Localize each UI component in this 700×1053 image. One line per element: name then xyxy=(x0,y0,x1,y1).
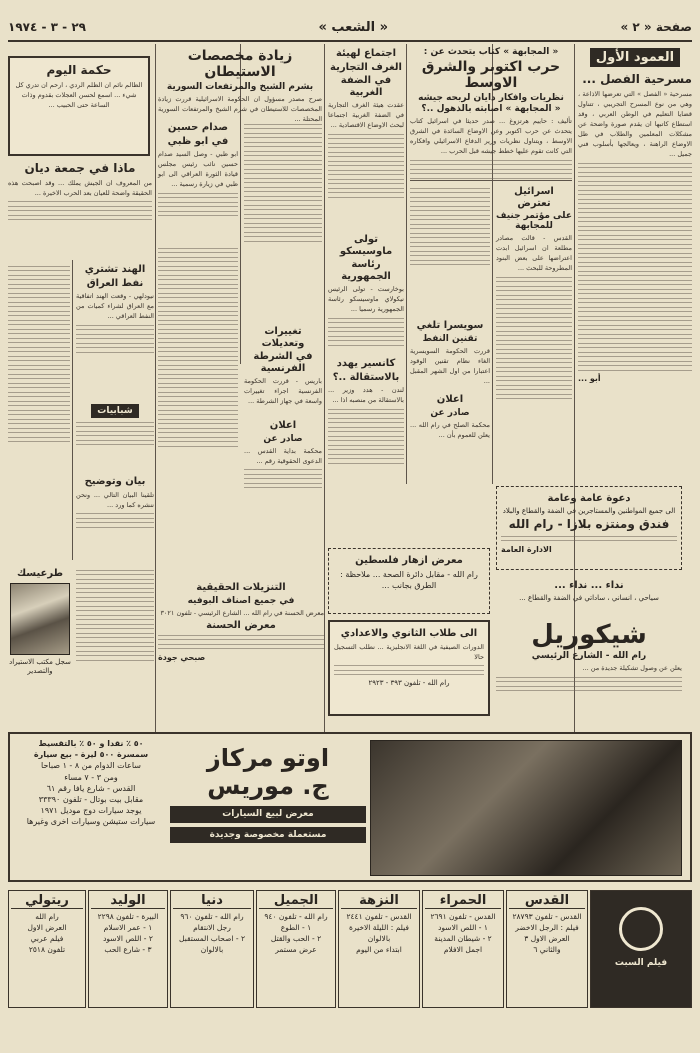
cinema-3-line-3: عرض مستمر xyxy=(275,944,317,954)
cinema-4-line-0: رام الله - تلفون ٩٦٠ xyxy=(180,912,244,921)
bayan-body: تلقينا البيان التالي ... ونحن ننشره كما ورد ... xyxy=(76,490,154,509)
saddam-body: ابو ظبي - وصل السيد صدام حسين نائب رئيس مجلس قيادة الثورة العراقي الى ابو ظبي في زيارة رسمية ... xyxy=(158,150,238,189)
meeting-headline: اجتماع لهيئة xyxy=(335,48,397,59)
column-lines-left xyxy=(8,262,70,558)
invitation-body: الى جميع المواطنين والمستاجرين في الضفة والقطاع والبلاد xyxy=(502,506,676,515)
film-ad-text: فيلم السبت xyxy=(614,958,668,968)
shabab-section xyxy=(76,398,154,470)
announcement-middle xyxy=(410,392,490,480)
wisdom-body: الظالم نائم ان الظلم الردي ، ارحم ان تدري كل شيء ... اسمع لحسن العجلات بقدوم وذات الساعة حتى الحبيب ... xyxy=(15,80,143,109)
cinema-1-line-2: ٢ - شيطان المدينة xyxy=(434,933,492,943)
cinema-4-line-1: رجل الانتقام xyxy=(193,922,231,932)
exhibition-signature: صبحي جودة xyxy=(158,652,206,662)
page-number: صفحة « ٢ » xyxy=(620,20,692,34)
announcement-left-issuer: صادر عن xyxy=(263,433,303,444)
cinema-0 xyxy=(506,890,588,1008)
film-ad xyxy=(590,890,692,1008)
cinema-5 xyxy=(88,890,168,1008)
changes-headline-2: في الشرطة الفرنسية xyxy=(253,351,313,374)
cinema-4-name: دنيا xyxy=(173,893,251,909)
mada-body: من المعروف ان الجيش يملك ... وقد اصبحت هذه الحقيقة واضحة للعيان بعد الحرب الاخيرة ... xyxy=(8,178,152,197)
column-lines-center xyxy=(410,184,490,314)
cinema-6-name: ريتولي xyxy=(11,893,83,909)
exhibition-headline: التنزيلات الحقيقية xyxy=(196,582,286,593)
auto-commission: سمسرة ٥٠٠ ليرة - بيع سيارة xyxy=(33,750,149,760)
column-lines-d xyxy=(76,566,154,726)
tuli-headline: تولى ماوسيسكو xyxy=(339,234,393,257)
issue-date: ٢٩ - ٣ - ١٩٧٤ xyxy=(8,20,86,34)
cinema-0-line-0: القدس - تلفون ٢٨٧٩٣ xyxy=(512,912,582,921)
cinema-2-line-3: ابتداء من اليوم xyxy=(356,944,402,954)
invitation-footer: الادارة العامة xyxy=(501,544,552,554)
cinema-1-line-0: القدس - تلفون ٢٦٩١ xyxy=(430,912,496,921)
announcement-middle-title: اعلان xyxy=(436,394,464,405)
meeting-headline-3: في الضفة الغربية xyxy=(340,75,392,98)
nidaa-body: سياحي ، انساني ، ساداتي في الضفة والقطاع ... xyxy=(519,593,659,602)
invitation-box xyxy=(496,486,682,570)
cinema-0-line-3: والثاني ٦ xyxy=(533,944,561,954)
nidaa-title: نداء ... نداء ... xyxy=(554,580,624,591)
swiss-headline: سويسرا تلغي xyxy=(416,320,484,331)
cinema-5-name: الوليد xyxy=(91,893,165,909)
changes-body: باريس - قررت الحكومة الفرنسية اجراء تغييرات واسعة في جهاز الشرطة ... xyxy=(244,377,322,406)
israel-sub: على مؤتمر جنيف للمجابهة xyxy=(496,211,572,231)
kansas-body: لندن - هدد وزير ... بالاستقالة من منصبه اذا ... xyxy=(328,386,404,405)
auto-hours-2: ومن ٣ - ٧ مساء xyxy=(64,772,118,782)
meeting-headline-2: الغرف التجارية xyxy=(330,61,402,73)
cinema-2 xyxy=(338,890,420,1008)
first-column-headline: مسرحية الفصل ... xyxy=(582,72,692,86)
lead-kicker: « المجابهة » كتاب يتحدث عن : xyxy=(423,47,559,57)
announcement-left-title: اعلان xyxy=(269,420,297,431)
cinema-5-line-0: البيرة - تلفون ٢٢٩٨ xyxy=(97,912,159,921)
first-column-logo: العمود الأول xyxy=(590,48,680,67)
zahra-headline: معرض ازهار فلسطين xyxy=(355,555,463,566)
tuli-headline-2: رئاسة الجمهورية xyxy=(341,259,391,282)
cinema-1-name: الحمراء xyxy=(425,893,501,909)
kansas-headline-2: بالاستقالة ..؟ xyxy=(332,371,400,383)
auto-strap-1: معرض لبيع السيارات xyxy=(170,806,366,823)
bayan-headline: بيان وتوضيح xyxy=(84,476,146,487)
car-photo xyxy=(370,740,682,876)
auto-title-2: ج. موريس xyxy=(207,772,329,800)
cinema-1-line-1: ١ - اللص الاسود xyxy=(438,922,488,932)
israel-story xyxy=(496,184,572,439)
cinema-5-line-2: ٢ - اللص الاسود xyxy=(103,933,153,943)
tarzan-ad xyxy=(8,566,72,726)
bayan-story xyxy=(76,474,154,564)
cinema-6 xyxy=(8,890,86,1008)
hind-headline-2: نفط العراق xyxy=(86,277,144,289)
cinema-3-name: الجميل xyxy=(259,893,333,909)
changes-headline: تغييرات وتعديلات xyxy=(261,326,305,349)
auto-note: يوجد سيارات دوج موديل ١٩٧١ xyxy=(40,806,142,816)
lead-deck: نظريات وافكار دايان لربحه جيشه xyxy=(418,93,564,104)
cinema-4 xyxy=(170,890,254,1008)
students-footer: رام الله - تلفون ٣٩٣ - ٢٩٢٣ xyxy=(368,678,450,687)
specs-body: صرح مصدر مسؤول ان الحكومة الاسرائيلية قررت زيادة المخصصات للاستيطان في شرم الشيخ والمرتفعات السورية المحتلة ... xyxy=(158,95,322,124)
announcement-middle-body: محكمة الصلح في رام الله ... يعلن للعموم بأن ... xyxy=(410,420,490,439)
column-lines-b xyxy=(244,120,322,320)
tuli-body: بوخارست - تولى الرئيس نيكولاي ماوسيسكو رئاسة الجمهورية رسميا ... xyxy=(328,285,404,314)
mada-story xyxy=(8,160,152,256)
israel-headline: اسرائيل تعترض xyxy=(514,186,554,209)
newspaper-name: « الشعب » xyxy=(318,19,388,35)
exhibition-sub: في جميع اصناف البوفيه xyxy=(187,595,295,606)
students-headline: الى طلاب الثانوي والاعدادي xyxy=(340,628,478,639)
lead-headline: حرب اكتوبر والشرق الاوسط xyxy=(421,59,561,92)
cinema-6-line-1: العرض الاول xyxy=(27,922,67,932)
specs-headline: زيادة مخصصات الاستيطان xyxy=(187,48,293,81)
cinema-6-line-0: رام الله xyxy=(35,912,59,921)
exhibition-body: معرض الحسنة في رام الله ... الشارع الرئيسي - تلفون ٣٠٢١ xyxy=(160,608,324,617)
israel-body: القدس - قالت مصادر مطلعة ان اسرائيل ابدت اعتراضها على بعض البنود المطروحة للبحث ... xyxy=(496,234,572,273)
cinema-2-line-0: القدس - تلفون ٢٤٤١ xyxy=(346,912,412,921)
meeting-body: عقدت هيئة الغرف التجارية في الضفة الغربية اجتماعا لبحث الاوضاع الاقتصادية ... xyxy=(328,101,404,130)
chevrolet-ad xyxy=(496,620,682,726)
cinema-3-line-1: ١ - الطوع xyxy=(280,922,312,932)
auto-phone: مقابل بيت بوتال - تلفون ٣٣٣٩٠ xyxy=(38,794,144,804)
cinema-5-line-1: ١ - عمر الاسلام xyxy=(103,922,153,932)
shabab-logo: شبابيات xyxy=(91,404,138,418)
swiss-sub: تقنين النفط xyxy=(422,333,478,344)
cinema-4-line-3: بالالوان xyxy=(200,944,224,954)
lead-story xyxy=(410,46,572,181)
auto-note-2: سيارات ستيشن وسيارات اخرى وغيرها xyxy=(26,817,156,827)
wisdom-box xyxy=(8,56,150,156)
cinema-0-name: القدس xyxy=(509,893,585,909)
announcement-middle-issuer: صادر عن xyxy=(430,407,470,418)
zahra-ad xyxy=(328,548,490,614)
cinema-2-line-2: بالالوان xyxy=(367,933,391,943)
auto-strap-2: مستعملة مخصوصة وجديدة xyxy=(170,827,366,844)
chevrolet-line: رام الله - الشارع الرئيسي xyxy=(531,651,647,661)
nidaa-box xyxy=(496,578,682,618)
hind-headline: الهند تشتري xyxy=(84,264,146,275)
auto-discount: ٥٠ ٪ نقدا و ٥٠ ٪ بالتقسيط xyxy=(38,739,144,748)
auto-ad xyxy=(8,732,692,882)
invitation-title: دعوة عامة وعامة xyxy=(547,493,631,504)
cinema-2-line-1: فيلم : الليلة الاخيرة xyxy=(349,922,409,932)
cinema-6-line-2: فيلم عربي xyxy=(30,933,64,943)
hind-body: نيودلهي - وقعت الهند اتفاقية مع العراق لشراء كميات من النفط العراقي ... xyxy=(76,292,154,321)
tarzan-caption: سجل مكتب الاستيراد والتصدير xyxy=(9,657,71,676)
lead-deck-2: « المجابهة » اصابته بالذهول ..؟ xyxy=(421,104,561,115)
cinema-3-line-2: ٢ - الحب والقتل xyxy=(270,933,322,943)
auto-hours: ساعات الدوام من ٨ - ١ صباحا xyxy=(41,761,141,771)
wisdom-title: حكمة اليوم xyxy=(46,63,112,77)
saddam-story xyxy=(158,120,238,240)
saddam-headline: صدام حسين xyxy=(167,122,229,133)
exhibition-contact: معرض الحسنة xyxy=(206,619,276,631)
tarzan-logo: طرعيسك xyxy=(16,568,64,579)
chevrolet-brand: شيكوريل xyxy=(531,620,647,650)
kansas-headline: كانسير يهدد xyxy=(336,358,396,369)
announcement-left-body: محكمة بداية القدس ... الدعوى الحقوقية رقم ... xyxy=(244,446,322,465)
cinema-0-line-2: العرض الاول ٣ xyxy=(524,933,570,943)
swiss-story xyxy=(410,318,490,390)
kansas-story xyxy=(328,356,404,536)
cinema-4-line-2: ٢ - اصحاب المستقبل xyxy=(179,933,245,943)
students-ad xyxy=(328,620,490,716)
cinema-1-line-3: اجمل الافلام xyxy=(443,944,483,954)
swiss-body: قررت الحكومة السويسرية الغاء نظام تقنين الوقود اعتبارا من اول الشهر المقبل ... xyxy=(410,346,490,385)
cinema-3 xyxy=(256,890,336,1008)
hind-story xyxy=(76,262,154,392)
lead-body: تأليف : حاييم هرتزوغ ... صدر حديثا في اسرائيل كتاب يتحدث عن حرب اكتوبر وعن الاوضاع السائدة في الشرق الاوسط ، ويتناول نظريات وزير الدفاع الاسرائيلي وافكاره التي كانت تقوم عليها خطط جيشه قبل الحرب ... xyxy=(410,117,572,156)
first-column xyxy=(578,46,692,486)
tarzan-photo xyxy=(10,583,70,655)
cinema-5-line-3: ٣ - شارع الحب xyxy=(104,944,152,954)
invitation-venue: فندق ومنتزه بلازا - رام الله xyxy=(508,517,670,532)
cinema-2-name: النزهة xyxy=(341,893,417,909)
masthead xyxy=(8,14,692,42)
announcement-left xyxy=(244,418,322,538)
students-body: الدورات الصيفية في اللغة الانجليزية ... نطلب التسجيل حالا xyxy=(334,642,484,661)
tuli-story xyxy=(328,232,404,350)
column-lines-c xyxy=(158,244,238,574)
exhibition-ad xyxy=(158,580,324,726)
mada-headline: ماذا في جمعة ديان xyxy=(24,161,136,175)
auto-address: القدس - شارع يافا رقم ٦١ xyxy=(46,783,136,793)
cinema-1 xyxy=(422,890,504,1008)
first-column-signature: أبو ... xyxy=(578,374,601,384)
specs-sub: بشرم الشيخ والمرتفعات السورية xyxy=(166,82,314,93)
meeting-story xyxy=(328,46,404,226)
cinema-3-line-0: رام الله - تلفون ٩٤٠ xyxy=(264,912,328,921)
changes-story xyxy=(244,324,322,414)
auto-title-1: اوتو مركاز xyxy=(206,744,330,772)
first-column-body: مسرحية « الفصل » التي تعرضها الاذاعة ، وهي من نوع المسرح التجريبي ، تتناول قضايا التعليم في الوطن العربي ، وقد استطاع كاتبها ان يقدم صورة واضحة عن مشكلات المعلمين والطلاب في ظل الاوضاع الراهنة ، ويعالجها بأسلوب فني جميل ... xyxy=(578,89,692,159)
cinema-6-line-3: تلفون ٢٥١٨ xyxy=(28,944,66,954)
cinema-0-line-1: فيلم : الرجل الاخضر xyxy=(515,922,579,932)
saddam-headline-2: في ابو ظبي xyxy=(167,135,229,147)
zahra-body: رام الله - مقابل دائرة الصحة ... ملاحظة : الطرق بجانب ... xyxy=(340,569,478,590)
chevrolet-body: يعلن عن وصول تشكيلة جديدة من ... xyxy=(582,664,682,672)
specs-story xyxy=(158,46,322,124)
